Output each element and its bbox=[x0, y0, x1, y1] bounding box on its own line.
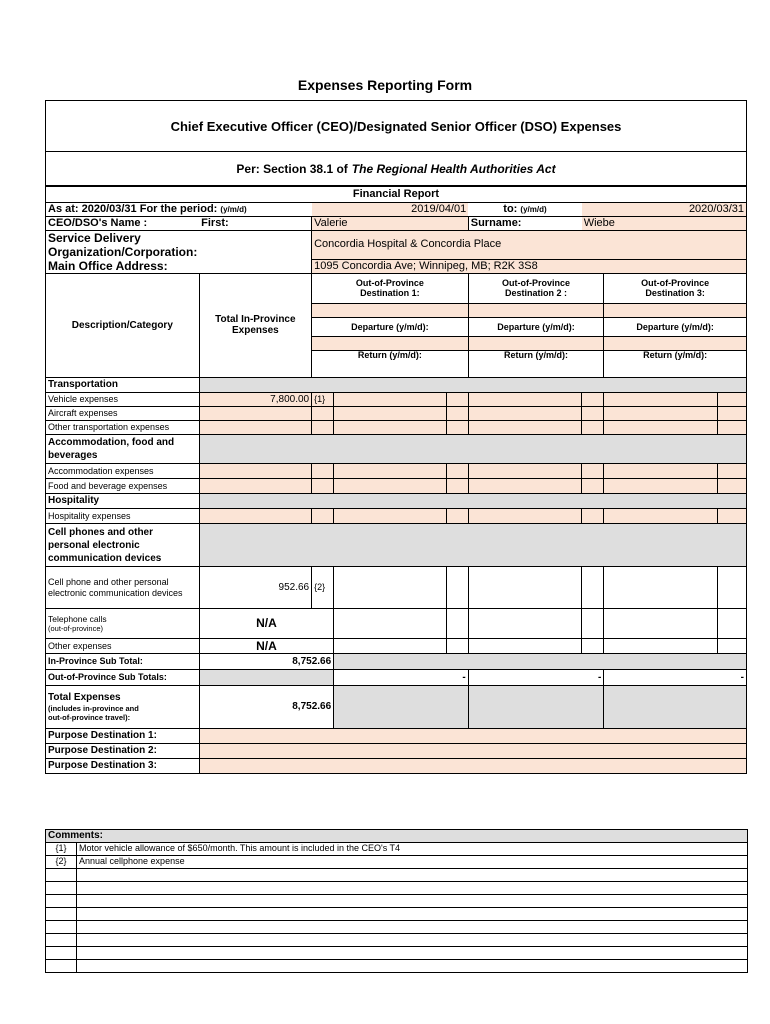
accommodation-in-province-field[interactable] bbox=[199, 464, 311, 479]
out-province-subtotal-dest3: - bbox=[604, 670, 747, 686]
comment-empty-line[interactable] bbox=[77, 960, 748, 973]
section-cell-line2: personal electronic bbox=[48, 539, 140, 551]
vehicle-dest2-note bbox=[582, 393, 604, 407]
section-accommodation-fill bbox=[199, 435, 746, 464]
other-transport-dest2-note bbox=[582, 421, 604, 435]
period-end-field[interactable]: 2020/03/31 bbox=[582, 203, 747, 217]
cell-dest1[interactable] bbox=[334, 567, 446, 609]
total-expenses-label bbox=[46, 686, 200, 729]
food-dest1-note bbox=[446, 479, 468, 494]
other-dest2-note bbox=[582, 639, 604, 654]
vehicle-dest1-note bbox=[446, 393, 468, 407]
period-label-cell bbox=[46, 203, 312, 217]
hospitality-dest2[interactable] bbox=[468, 509, 581, 524]
comment-empty-ref bbox=[46, 960, 77, 973]
organization-label bbox=[46, 231, 312, 260]
destination-1-field[interactable] bbox=[312, 304, 469, 318]
comment-empty-ref bbox=[46, 908, 77, 921]
other-transport-dest3[interactable] bbox=[604, 421, 717, 435]
row-telephone-label-line2: (out-of-province) bbox=[48, 624, 104, 634]
row-hospitality-label: Hospitality expenses bbox=[46, 509, 200, 524]
food-dest3[interactable] bbox=[604, 479, 717, 494]
vehicle-dest1[interactable] bbox=[334, 393, 446, 407]
comment-empty-ref bbox=[46, 947, 77, 960]
period-start-field[interactable]: 2019/04/01 bbox=[312, 203, 469, 217]
row-telephone-label-line1: Telephone calls bbox=[48, 614, 107, 625]
accommodation-dest2-note bbox=[582, 464, 604, 479]
section-cell-phones bbox=[46, 524, 200, 567]
destination-3-departure-field[interactable] bbox=[604, 337, 747, 351]
hospitality-dest1[interactable] bbox=[334, 509, 446, 524]
row-telephone-label bbox=[46, 609, 200, 639]
hospitality-dest2-note bbox=[582, 509, 604, 524]
row-cell-label-line1: Cell phone and other personal bbox=[48, 576, 169, 587]
section-transportation-fill bbox=[199, 378, 746, 393]
other-transport-dest3-note bbox=[717, 421, 746, 435]
other-dest3-note bbox=[717, 639, 746, 654]
purpose-destination-1-label: Purpose Destination 1: bbox=[46, 729, 200, 744]
ymd-hint: (y/m/d) bbox=[220, 204, 247, 214]
destination-2-return-label: Return (y/m/d): bbox=[468, 351, 604, 378]
destination-1-departure-label: Departure (y/m/d): bbox=[312, 318, 469, 337]
comment-empty-ref bbox=[46, 869, 77, 882]
vehicle-dest3-note bbox=[717, 393, 746, 407]
hospitality-dest3-note bbox=[717, 509, 746, 524]
telephone-dest3-note bbox=[717, 609, 746, 639]
section-accommodation bbox=[46, 435, 200, 464]
destination-1-departure-field[interactable] bbox=[312, 337, 469, 351]
organization-field[interactable]: Concordia Hospital & Concordia Place bbox=[312, 231, 747, 260]
destination-2-subtitle: Destination 2 : bbox=[505, 287, 568, 298]
purpose-destination-2-field[interactable] bbox=[199, 744, 746, 759]
other-transport-dest2[interactable] bbox=[468, 421, 581, 435]
purpose-destination-3-field[interactable] bbox=[199, 759, 746, 774]
aircraft-dest1-note bbox=[446, 407, 468, 421]
row-food-label: Food and beverage expenses bbox=[46, 479, 200, 494]
comment-empty-line[interactable] bbox=[77, 921, 748, 934]
vehicle-in-province-field[interactable]: 7,800.00 bbox=[199, 393, 311, 407]
comment-empty-ref bbox=[46, 921, 77, 934]
cell-in-province-field[interactable]: 952.66 bbox=[199, 567, 311, 609]
out-province-subtotal-fill bbox=[199, 670, 334, 686]
comment-empty-line[interactable] bbox=[77, 947, 748, 960]
total-dest2-fill bbox=[468, 686, 604, 729]
total-in-province-header: Total In-Province Expenses bbox=[199, 274, 311, 378]
cell-dest2-note bbox=[582, 567, 604, 609]
section-hospitality: Hospitality bbox=[46, 494, 200, 509]
surname-label: Surname: bbox=[468, 217, 581, 231]
legislation-prefix: Per: Section 38.1 of bbox=[236, 161, 348, 176]
aircraft-dest2[interactable] bbox=[468, 407, 581, 421]
comment-empty-line[interactable] bbox=[77, 934, 748, 947]
address-field[interactable]: 1095 Concordia Ave; Winnipeg, MB; R2K 3S8 bbox=[312, 260, 747, 274]
purpose-destination-2-label: Purpose Destination 2: bbox=[46, 744, 200, 759]
destination-1-header bbox=[312, 274, 469, 304]
aircraft-dest3[interactable] bbox=[604, 407, 717, 421]
aircraft-dest2-note bbox=[582, 407, 604, 421]
food-dest2-note bbox=[582, 479, 604, 494]
vehicle-dest2[interactable] bbox=[468, 393, 581, 407]
total-expenses-note2: out-of-province travel): bbox=[48, 713, 131, 723]
comment-empty-line[interactable] bbox=[77, 908, 748, 921]
total-expenses-note1: (includes in-province and bbox=[48, 704, 139, 714]
address-label: Main Office Address: bbox=[46, 260, 312, 274]
total-expenses-title: Total Expenses bbox=[48, 692, 121, 704]
total-expenses-value: 8,752.66 bbox=[199, 686, 334, 729]
comments-table bbox=[45, 829, 748, 973]
to-label: to: bbox=[503, 202, 518, 215]
destination-2-title: Out-of-Province bbox=[502, 278, 571, 289]
row-other-transport-label: Other transportation expenses bbox=[46, 421, 200, 435]
other-dest1-note bbox=[446, 639, 468, 654]
comment-empty-ref bbox=[46, 934, 77, 947]
other-transport-dest1-note bbox=[446, 421, 468, 435]
section-accommodation-line2: beverages bbox=[48, 450, 98, 462]
row-cell-label bbox=[46, 567, 200, 609]
destination-1-subtitle: Destination 1: bbox=[360, 287, 420, 298]
out-province-subtotal-dest1: - bbox=[334, 670, 469, 686]
financial-report-label: Financial Report bbox=[46, 187, 747, 203]
in-province-subtotal-label: In-Province Sub Total: bbox=[46, 654, 200, 670]
in-province-subtotal-value: 8,752.66 bbox=[199, 654, 334, 670]
other-transport-note bbox=[312, 421, 334, 435]
organization-label-line2: Organization/Corporation: bbox=[48, 245, 198, 260]
destination-3-field[interactable] bbox=[604, 304, 747, 318]
destination-1-title: Out-of-Province bbox=[355, 278, 424, 289]
accommodation-dest3[interactable] bbox=[604, 464, 717, 479]
purpose-destination-3-label: Purpose Destination 3: bbox=[46, 759, 200, 774]
out-province-subtotal-label: Out-of-Province Sub Totals: bbox=[46, 670, 200, 686]
in-province-subtotal-fill bbox=[334, 654, 747, 670]
aircraft-dest1[interactable] bbox=[334, 407, 446, 421]
comments-label: Comments: bbox=[46, 830, 748, 843]
destination-1-return-label: Return (y/m/d): bbox=[312, 351, 469, 378]
comment-2-text[interactable]: Annual cellphone expense bbox=[77, 856, 748, 869]
destination-2-departure-field[interactable] bbox=[468, 337, 604, 351]
form-title: Expenses Reporting Form bbox=[297, 77, 473, 93]
other-in-province-value: N/A bbox=[199, 639, 334, 654]
food-dest3-note bbox=[717, 479, 746, 494]
destination-3-return-label: Return (y/m/d): bbox=[604, 351, 747, 378]
vehicle-dest3[interactable] bbox=[604, 393, 717, 407]
row-vehicle-label: Vehicle expenses bbox=[46, 393, 200, 407]
comment-1-ref: {1} bbox=[46, 843, 77, 856]
food-in-province-field[interactable] bbox=[199, 479, 311, 494]
section-cell-line1: Cell phones and other bbox=[48, 526, 154, 538]
total-dest1-fill bbox=[334, 686, 469, 729]
out-province-subtotal-dest2: - bbox=[468, 670, 604, 686]
comment-1-text[interactable]: Motor vehicle allowance of $650/month. This amount is included in the CEO's T4 bbox=[77, 843, 748, 856]
organization-label-line1: Service Delivery bbox=[48, 231, 141, 245]
total-dest3-fill bbox=[604, 686, 747, 729]
destination-2-header bbox=[468, 274, 604, 304]
description-column-header: Description/Category bbox=[46, 274, 200, 378]
legislation-act-name: The Regional Health Authorities Act bbox=[351, 161, 556, 176]
telephone-dest2[interactable] bbox=[468, 609, 581, 639]
first-name-field[interactable]: Valerie bbox=[312, 217, 469, 231]
section-transportation: Transportation bbox=[46, 378, 200, 393]
accommodation-dest1-note bbox=[446, 464, 468, 479]
cell-dest3[interactable] bbox=[604, 567, 717, 609]
purpose-destination-1-field[interactable] bbox=[199, 729, 746, 744]
form-header-legislation bbox=[45, 152, 747, 186]
telephone-in-province-value: N/A bbox=[199, 609, 334, 639]
comment-empty-line[interactable] bbox=[77, 869, 748, 882]
accommodation-dest1[interactable] bbox=[334, 464, 446, 479]
aircraft-in-province-field[interactable] bbox=[199, 407, 311, 421]
telephone-dest1[interactable] bbox=[334, 609, 446, 639]
telephone-dest2-note bbox=[582, 609, 604, 639]
row-accommodation-label: Accommodation expenses bbox=[46, 464, 200, 479]
officer-name-label: CEO/DSO's Name : bbox=[46, 217, 200, 231]
telephone-dest1-note bbox=[446, 609, 468, 639]
as-at-label: As at: 2020/03/31 For the period: bbox=[48, 202, 218, 215]
accommodation-note bbox=[312, 464, 334, 479]
telephone-dest3[interactable] bbox=[604, 609, 717, 639]
destination-3-title: Out-of-Province bbox=[641, 278, 710, 289]
destination-3-header bbox=[604, 274, 747, 304]
section-hospitality-fill bbox=[199, 494, 746, 509]
section-accommodation-line1: Accommodation, food and bbox=[48, 437, 175, 449]
cell-dest2[interactable] bbox=[468, 567, 581, 609]
comment-2-ref: {2} bbox=[46, 856, 77, 869]
accommodation-dest2[interactable] bbox=[468, 464, 581, 479]
food-dest2[interactable] bbox=[468, 479, 581, 494]
comment-empty-line[interactable] bbox=[77, 882, 748, 895]
destination-3-departure-label: Departure (y/m/d): bbox=[604, 318, 747, 337]
row-aircraft-label: Aircraft expenses bbox=[46, 407, 200, 421]
cell-dest1-note bbox=[446, 567, 468, 609]
destination-2-departure-label: Departure (y/m/d): bbox=[468, 318, 604, 337]
other-dest2[interactable] bbox=[468, 639, 581, 654]
period-to-label-cell bbox=[468, 203, 581, 217]
food-note bbox=[312, 479, 334, 494]
ymd-hint-2: (y/m/d) bbox=[520, 204, 547, 214]
comment-empty-line[interactable] bbox=[77, 895, 748, 908]
hospitality-note bbox=[312, 509, 334, 524]
accommodation-dest3-note bbox=[717, 464, 746, 479]
row-cell-label-line2: electronic communication devices bbox=[48, 587, 183, 598]
destination-2-field[interactable] bbox=[468, 304, 604, 318]
section-cell-fill bbox=[199, 524, 746, 567]
section-cell-line3: communication devices bbox=[48, 552, 162, 564]
aircraft-dest3-note bbox=[717, 407, 746, 421]
food-dest1[interactable] bbox=[334, 479, 446, 494]
other-transport-in-province-field[interactable] bbox=[199, 421, 311, 435]
row-other-label: Other expenses bbox=[46, 639, 200, 654]
surname-field[interactable]: Wiebe bbox=[582, 217, 747, 231]
form-header-title: Chief Executive Officer (CEO)/Designated Senior Officer (DSO) Expenses bbox=[45, 100, 747, 152]
cell-dest3-note bbox=[717, 567, 746, 609]
aircraft-note bbox=[312, 407, 334, 421]
comment-empty-ref bbox=[46, 882, 77, 895]
other-dest1[interactable] bbox=[334, 639, 446, 654]
other-transport-dest1[interactable] bbox=[334, 421, 446, 435]
hospitality-in-province-field[interactable] bbox=[199, 509, 311, 524]
destination-3-subtitle: Destination 3: bbox=[645, 287, 705, 298]
hospitality-dest1-note bbox=[446, 509, 468, 524]
cell-note: {2} bbox=[312, 567, 334, 609]
first-name-label: First: bbox=[199, 217, 311, 231]
comment-empty-ref bbox=[46, 895, 77, 908]
other-dest3[interactable] bbox=[604, 639, 717, 654]
hospitality-dest3[interactable] bbox=[604, 509, 717, 524]
vehicle-note: {1} bbox=[312, 393, 334, 407]
expenses-table bbox=[45, 186, 747, 774]
